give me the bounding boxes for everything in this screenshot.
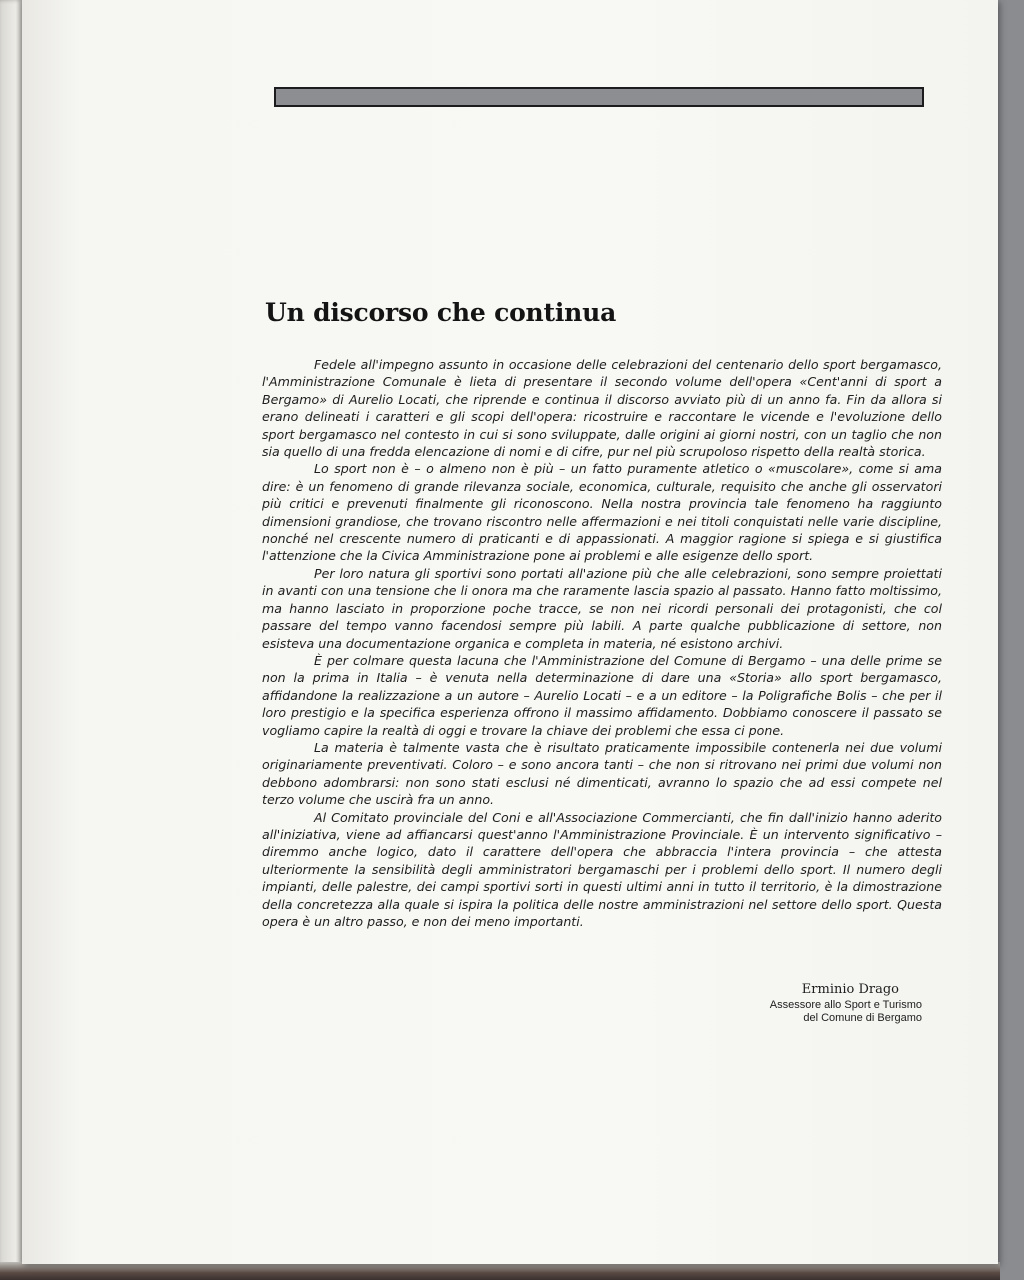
signature-role-line-1: Assessore allo Sport e Turismo	[769, 999, 922, 1011]
paragraph-5: La materia è talmente vasta che è risultato praticamente impossibile contenerla nei due volumi originariamente preventivati. Coloro – e sono ancora tanti – che non si ritrovano nei primi due volumi non debbono adombrarsi: non sono stati esclusi né dimenticati, avranno lo spazio che ad essi compete nel terzo volume che uscirà fra un anno.	[262, 739, 942, 808]
signature-role-line-2: del Comune di Bergamo	[803, 1012, 922, 1024]
paragraph-4: È per colmare questa lacuna che l'Amministrazione del Comune di Bergamo – una delle prime se non la prima in Italia – è venuta nella determinazione di dare una «Storia» allo sport bergamasco, affidandone la realizzazione a un autore – Aurelio Locati – e a un editore – la Poligrafiche Bolis – che per il loro prestigio e la specifica esperienza offrono il massimo affidamento. Dobbiamo conoscere il passato se vogliamo capire la realtà di oggi e trovare la chiave dei problemi che essa ci pone.	[262, 652, 942, 738]
paragraph-6: Al Comitato provinciale del Coni e all'Associazione Commercianti, che fin dall'inizio hanno aderito all'iniziativa, viene ad affiancarsi quest'anno l'Amministrazione Provinciale. È un intervento significativo – diremmo anche logico, dato il carattere dell'opera che abbraccia l'intera provincia – che attesta ulteriormente la sensibilità degli amministratori bergamaschi per i problemi dello sport. Il numero degli impianti, delle palestre, dei campi sportivi sorti in questi ultimi anni in tutto il territorio, è la dimostrazione della concretezza alla quale si ispira la politica delle nostre amministrazioni nel settore dello sport. Questa opera è un altro passo, e non dei meno importanti.	[262, 809, 942, 929]
paragraph-2: Lo sport non è – o almeno non è più – un fatto puramente atletico o «muscolare», come si ama dire: è un fenomeno di grande rilevanza sociale, economica, culturale, requisito che anche gli osservatori più critici e prevenuti finalmente gli riconoscono. Nella nostra provincia tale fenomeno ha raggiunto dimensioni grandiose, che trovano riscontro nelle affermazioni e nei titoli conquistati nelle varie discipline, nonché nel crescente numero di praticanti e di appassionati. A maggior ragione si spiega e si giustifica l'attenzione che la Civica Amministrazione pone ai problemi e alle esigenze dello sport.	[262, 461, 942, 564]
body-text	[262, 356, 942, 930]
book-page	[22, 0, 998, 1264]
paragraph-3: Per loro natura gli sportivi sono portati all'azione più che alle celebrazioni, sono sempre proiettati in avanti con una tensione che li onora ma che raramente lascia spazio al passato. Hanno fatto moltissimo, ma hanno lasciato in proporzione poche tracce, se non nei ricordi personali dei protagonisti, che col passare del tempo vanno facendosi sempre più labili. A parte qualche pubblicazione di settore, non esisteva una documentazione organica e completa in materia, né esistono archivi.	[262, 565, 942, 651]
signature-name: Erminio Drago	[801, 982, 899, 997]
left-page-edge	[0, 0, 22, 1270]
header-bar	[274, 87, 924, 107]
signature-block	[770, 981, 922, 1025]
paragraph-1: Fedele all'impegno assunto in occasione delle celebrazioni del centenario dello sport bergamasco, l'Amministrazione Comunale è lieta di presentare il secondo volume dell'opera «Cent'anni di sport a Bergamo» di Aurelio Locati, che riprende e continua il discorso avviato più di un anno fa. Fin da allora si erano delineati i caratteri e gli scopi dell'opera: ricostruire e raccontare le vicende e l'evoluzione dello sport bergamasco nel contesto in cui si sono sviluppate, dalle origini ai giorni nostri, con un taglio che non sia quello di una fredda elencazione di nomi e di cifre, pur nel più scrupoloso rispetto della realtà storica.	[262, 357, 942, 460]
book-bottom-edge	[0, 1262, 1000, 1280]
page-title: Un discorso che continua	[265, 298, 617, 327]
